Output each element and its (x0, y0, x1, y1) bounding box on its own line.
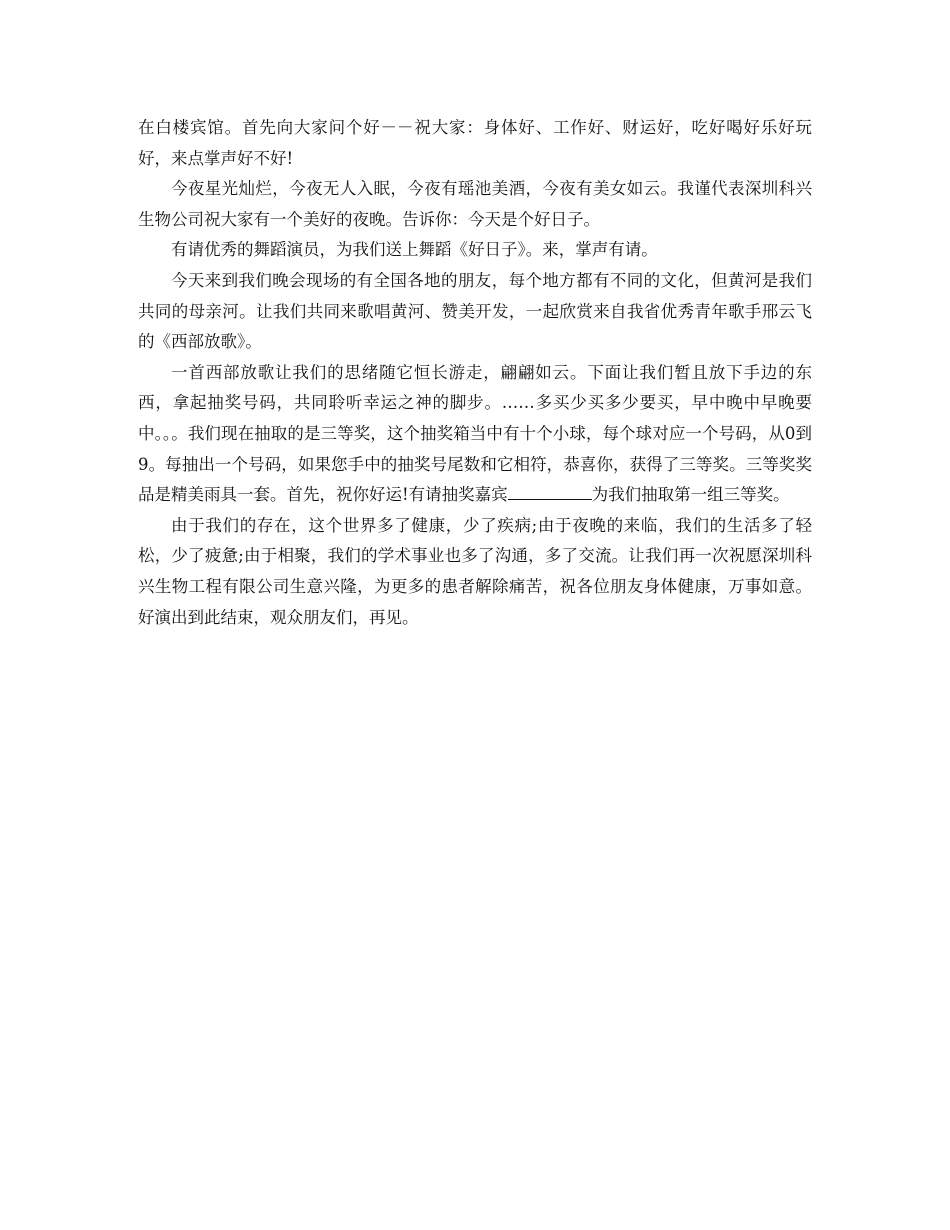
paragraph-5-text-before-blank: 一首西部放歌让我们的思绪随它恒长游走，翩翩如云。下面让我们暂且放下手边的东西，拿起抽奖号码，共同聆听幸运之神的脚步。……多买少买多少要买，早中晚中早晚要中。。。我们现在抽取的是三等奖，这个抽奖箱当中有十个小球，每个球对应一个号码，从0到9。每抽出一个号码，如果您手中的抽奖号尾数和它相符，恭喜你，获得了三等奖。三等奖奖品是精美雨具一套。首先，祝你好运!有请抽奖嘉宾 (138, 362, 812, 505)
paragraph-6: 由于我们的存在，这个世界多了健康，少了疾病;由于夜晚的来临，我们的生活多了轻松，少了疲惫;由于相聚，我们的学术事业也多了沟通，多了交流。让我们再一次祝愿深圳科兴生物工程有限公司生意兴隆，为更多的患者解除痛苦，祝各位朋友身体健康，万事如意。好演出到此结束，观众朋友们，再见。 (138, 515, 812, 627)
paragraph-3: 有请优秀的舞蹈演员，为我们送上舞蹈《好日子》。来，掌声有请。 (171, 240, 658, 260)
paragraph-5-text-after-blank: 为我们抽取第一组三等奖。 (591, 485, 790, 505)
fill-in-blank-line (508, 482, 592, 500)
paragraph-4: 今天来到我们晚会现场的有全国各地的朋友，每个地方都有不同的文化，但黄河是我们共同的母亲河。让我们共同来歌唱黄河、赞美开发，一起欣赏来自我省优秀青年歌手邢云飞的《西部放歌》。 (138, 270, 812, 352)
paragraph-5 (138, 358, 812, 511)
paragraph-2: 今夜星光灿烂，今夜无人入眠，今夜有瑶池美酒，今夜有美女如云。我谨代表深圳科兴生物公司祝大家有一个美好的夜晚。告诉你：今天是个好日子。 (138, 179, 812, 229)
document-body (138, 113, 812, 633)
paragraph-1: 在白楼宾馆。首先向大家问个好－－祝大家：身体好、工作好、财运好，吃好喝好乐好玩好，来点掌声好不好! (138, 118, 812, 168)
